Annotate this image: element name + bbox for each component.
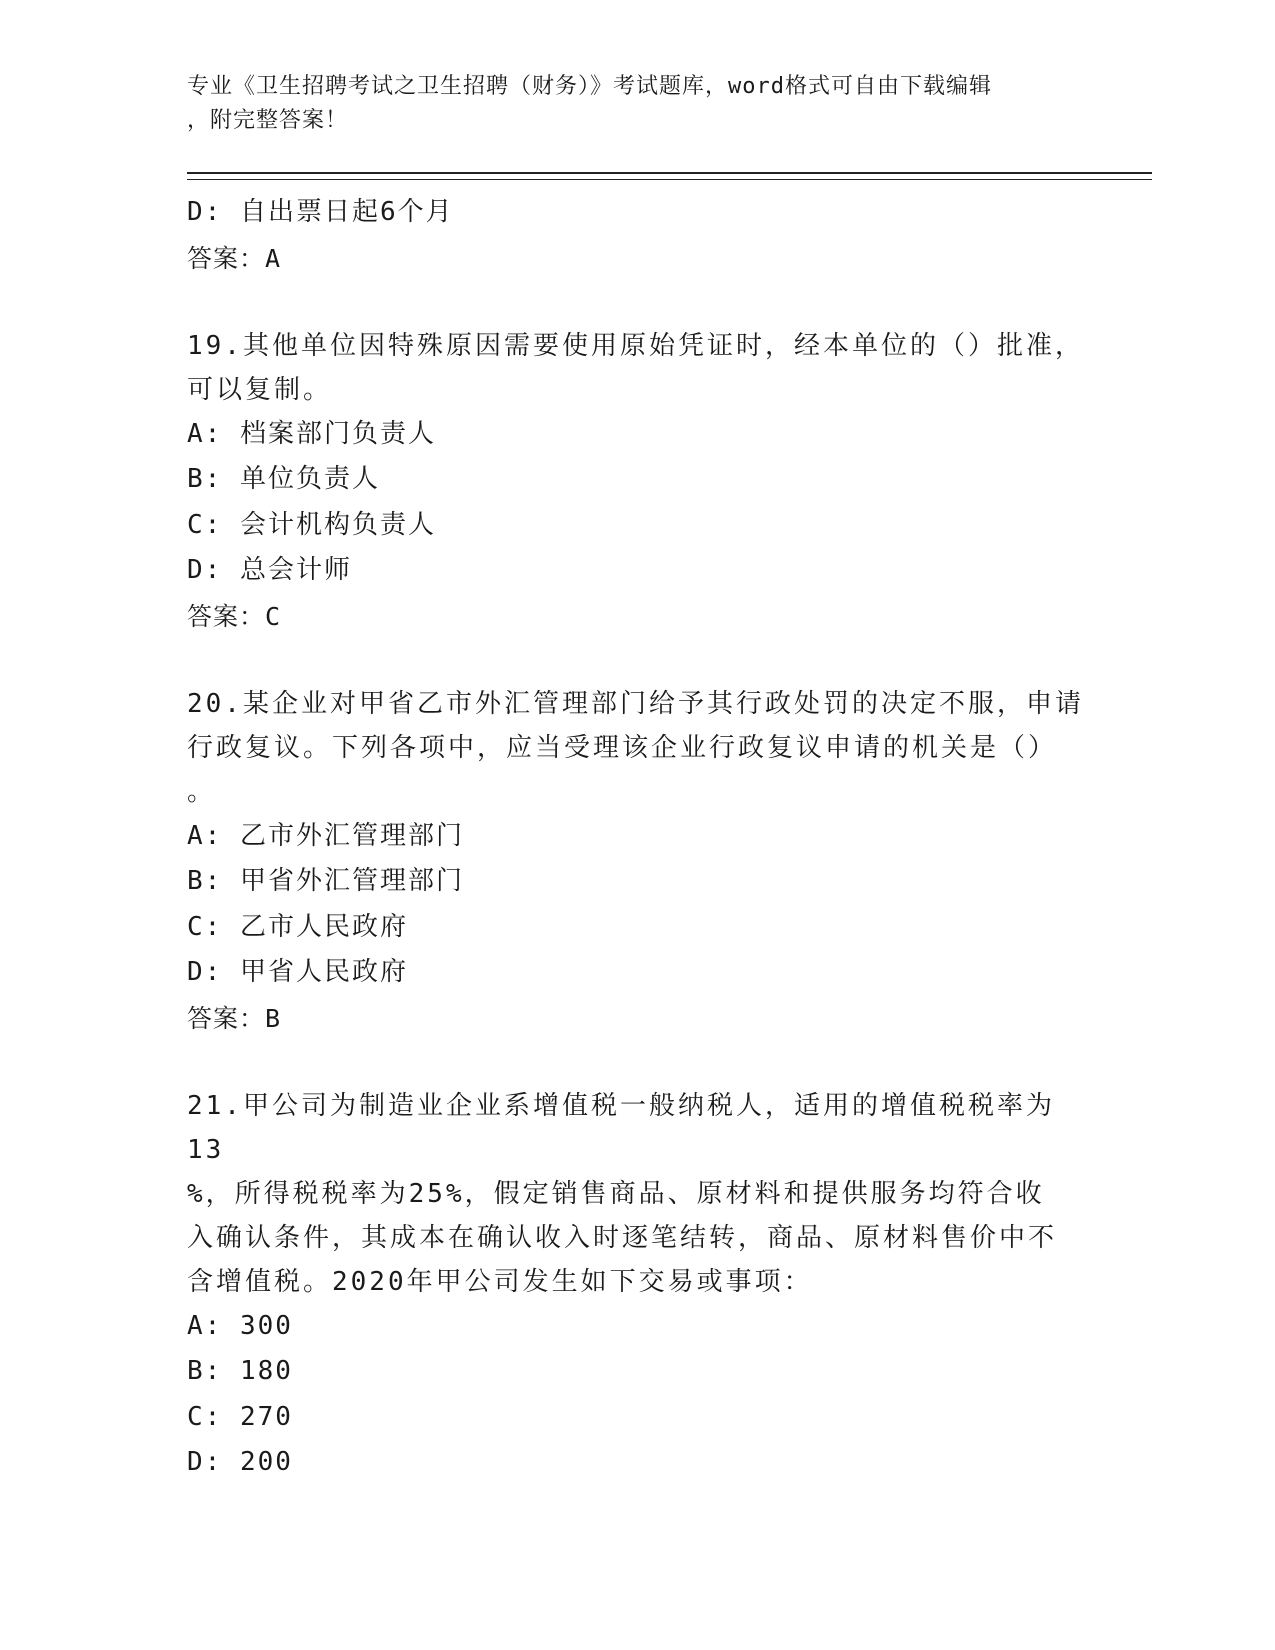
header-divider-thick xyxy=(187,172,1152,174)
option-a: A: 档案部门负责人 xyxy=(187,418,436,449)
option-c: C: 会计机构负责人 xyxy=(187,509,436,540)
answer-line xyxy=(187,236,1087,282)
answer-label: 答案： xyxy=(187,243,266,273)
question-stem-line: 入确认条件，其成本在确认收入时逐笔结转，商品、原材料售价中不 xyxy=(187,1222,1058,1253)
question-stem-line: 含增值税。2020年甲公司发生如下交易或事项： xyxy=(187,1266,813,1297)
answer-line xyxy=(187,594,1087,640)
answer-line xyxy=(187,996,1087,1042)
question-19 xyxy=(187,324,1087,640)
option-b: B: 180 xyxy=(187,1356,293,1386)
answer-label: 答案： xyxy=(187,1003,266,1033)
header-title-line-1: 专业《卫生招聘考试之卫生招聘（财务）》考试题库，word格式可自由下载编辑 xyxy=(187,74,992,99)
option-d: D: 200 xyxy=(187,1447,293,1477)
question-stem-line: 21.甲公司为制造业企业系增值税一般纳税人，适用的增值税税率为13 xyxy=(187,1090,1055,1165)
header-divider-thin xyxy=(187,179,1152,180)
option-a: A: 乙市外汇管理部门 xyxy=(187,820,464,851)
page-header xyxy=(187,70,1067,138)
question-stem-line: 行政复议。下列各项中，应当受理该企业行政复议申请的机关是（） xyxy=(187,732,1058,763)
option-d: D: 总会计师 xyxy=(187,555,352,585)
option-b: B: 单位负责人 xyxy=(187,464,380,494)
question-content xyxy=(187,190,1087,1486)
question-21 xyxy=(187,1084,1087,1486)
answer-value: A xyxy=(265,243,282,273)
answer-value: C xyxy=(265,601,282,631)
answer-label: 答案： xyxy=(187,601,266,631)
question-stem-line: %，所得税税率为25%，假定销售商品、原材料和提供服务均符合收 xyxy=(187,1178,1045,1209)
option-d: D: 甲省人民政府 xyxy=(187,957,408,987)
answer-value: B xyxy=(265,1003,282,1033)
option-c: C: 乙市人民政府 xyxy=(187,911,408,942)
question-stem-line: 。 xyxy=(187,776,217,807)
option-d: D: 自出票日起6个月 xyxy=(187,197,454,227)
question-20 xyxy=(187,682,1087,1042)
option-b: B: 甲省外汇管理部门 xyxy=(187,866,464,896)
question-stem-line: 19.其他单位因特殊原因需要使用原始凭证时，经本单位的（）批准， xyxy=(187,330,1084,361)
question-stem-line: 可以复制。 xyxy=(187,374,333,405)
question-stem-line: 20.某企业对甲省乙市外汇管理部门给予其行政处罚的决定不服，申请 xyxy=(187,688,1084,719)
header-title-line-2: ，附完整答案！ xyxy=(187,108,349,133)
option-a: A: 300 xyxy=(187,1310,293,1341)
option-c: C: 270 xyxy=(187,1401,293,1432)
